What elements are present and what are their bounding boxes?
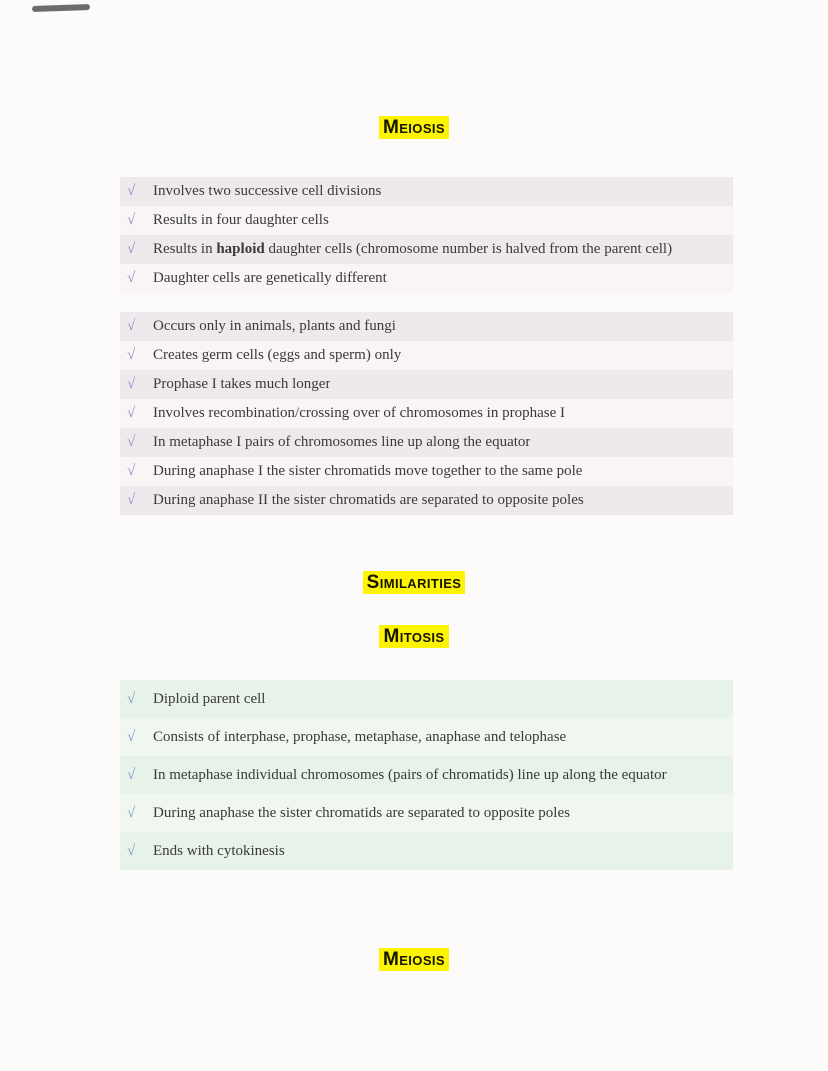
heading-meiosis-bottom: [0, 948, 828, 971]
heading-mitosis: [0, 625, 828, 648]
list-item: [120, 177, 733, 206]
list-item: [120, 399, 733, 428]
checkmark-icon: √: [127, 212, 136, 228]
highlighted-heading-text: Similarities: [363, 571, 466, 594]
list-item-text: Prophase I takes much longer: [153, 376, 331, 392]
list-item-text: In metaphase individual chromosomes (pairs of chromatids) line up along the equator: [153, 766, 667, 783]
checkmark-icon: √: [127, 690, 136, 707]
list-item: [120, 341, 733, 370]
list-item: [120, 794, 733, 832]
list-item: [120, 428, 733, 457]
list-item-text: Diploid parent cell: [153, 690, 266, 707]
list-item-text: Daughter cells are genetically different: [153, 270, 387, 286]
list-item: [120, 457, 733, 486]
checkmark-icon: √: [127, 241, 136, 257]
list-item-text: Creates germ cells (eggs and sperm) only: [153, 347, 402, 363]
list-item: [120, 264, 733, 293]
checkmark-icon: √: [127, 347, 136, 363]
checkmark-icon: √: [127, 405, 136, 421]
list-item-text: During anaphase II the sister chromatids are separated to opposite poles: [153, 492, 584, 508]
list-item: [120, 235, 733, 264]
list-item: [120, 756, 733, 794]
text-segment: Results in: [153, 241, 217, 257]
list-group-gap: [120, 293, 733, 312]
list-item: [120, 206, 733, 235]
list-item: [120, 370, 733, 399]
list-item-text: Involves recombination/crossing over of chromosomes in prophase I: [153, 405, 565, 421]
checkmark-icon: √: [127, 804, 136, 821]
list-item-text: Involves two successive cell divisions: [153, 183, 382, 199]
list-item: [120, 312, 733, 341]
list-item-text: Ends with cytokinesis: [153, 842, 285, 859]
checkmark-icon: √: [127, 270, 136, 286]
highlighted-heading-text: Meiosis: [379, 116, 449, 139]
list-item: [120, 486, 733, 515]
list-item: [120, 718, 733, 756]
highlighted-heading-text: Mitosis: [379, 625, 448, 648]
checkmark-icon: √: [127, 183, 136, 199]
text-segment: daughter cells (chromosome number is halved from the parent cell): [264, 241, 673, 257]
list-item-text: Occurs only in animals, plants and fungi: [153, 318, 396, 334]
checkmark-icon: √: [127, 766, 136, 783]
checkmark-icon: √: [127, 318, 136, 334]
checkmark-icon: √: [127, 492, 136, 508]
list-item-text: In metaphase I pairs of chromosomes line up along the equator: [153, 434, 531, 450]
bold-text-segment: haploid: [216, 241, 265, 257]
checkmark-icon: √: [127, 376, 136, 392]
list-item-text: [153, 241, 672, 258]
list-item-text: During anaphase I the sister chromatids move together to the same pole: [153, 463, 583, 479]
checkmark-icon: √: [127, 463, 136, 479]
list-item: [120, 832, 733, 870]
list-item-text: Consists of interphase, prophase, metaphase, anaphase and telophase: [153, 728, 567, 745]
checkmark-icon: √: [127, 728, 136, 745]
highlighted-heading-text: Meiosis: [379, 948, 449, 971]
list-item-text: Results in four daughter cells: [153, 212, 329, 228]
checkmark-icon: √: [127, 842, 136, 859]
meiosis-list: [120, 177, 733, 515]
list-item: [120, 680, 733, 718]
heading-meiosis-top: [0, 0, 828, 139]
list-item-text: During anaphase the sister chromatids are separated to opposite poles: [153, 804, 570, 821]
checkmark-icon: √: [127, 434, 136, 450]
heading-similarities: [0, 571, 828, 594]
mitosis-list: [120, 680, 733, 870]
